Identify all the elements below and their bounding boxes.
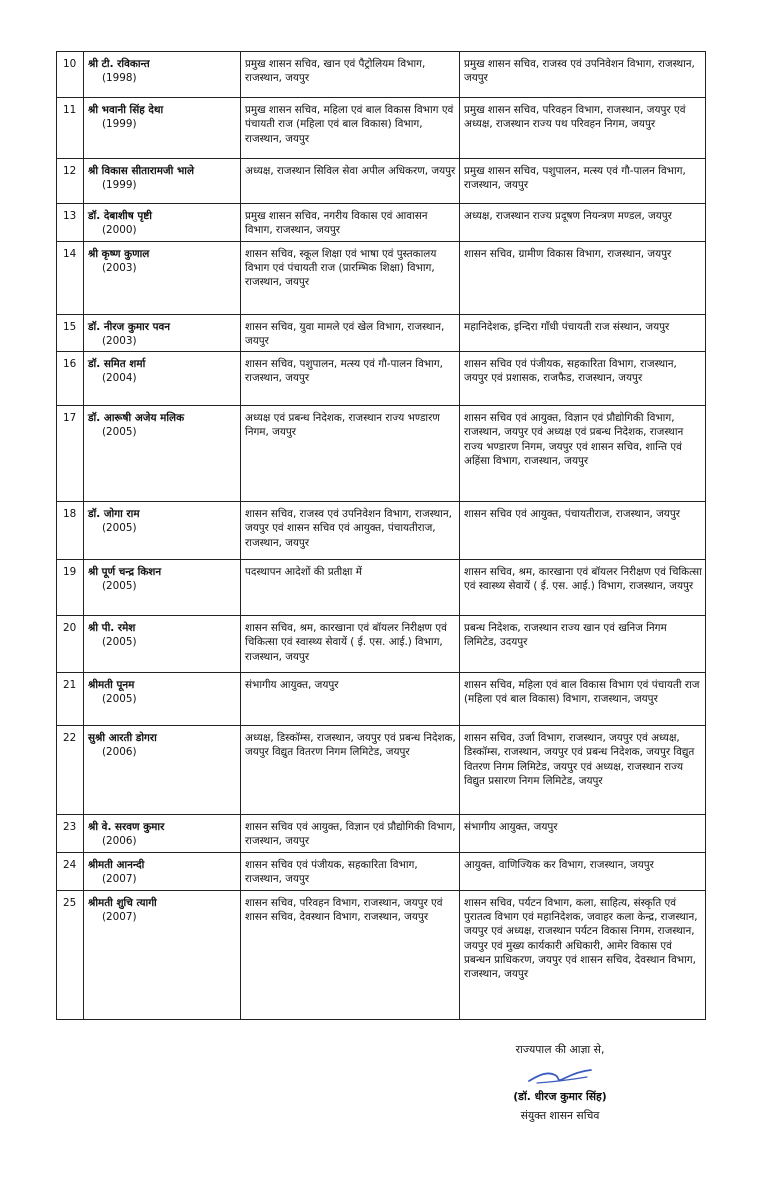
table-row (57, 352, 706, 406)
serial-number: 13 (57, 204, 84, 242)
serial-number: 23 (57, 815, 84, 853)
new-posting: शासन सचिव, उर्जा विभाग, राजस्थान, जयपुर एवं अध्यक्ष, डिस्कॉम्स, राजस्थान, जयपुर एवं प्रबन्ध निदेशक, जयपुर विद्युत वितरण निगम लिमिटेड, जयपुर एवं अध्यक्ष, राजस्थान राज्य विद्युत प्रसारण निगम लिमिटेड, जयपुर (460, 726, 706, 815)
current-posting: अध्यक्ष, डिस्कॉम्स, राजस्थान, जयपुर एवं प्रबन्ध निदेशक, जयपुर विद्युत वितरण निगम लिमिटेड, जयपुर (241, 726, 460, 815)
officer-name: श्री पूर्ण चन्द्र किशन (88, 566, 162, 579)
officer-name: श्री पी. रमेश (88, 622, 136, 635)
serial-number: 10 (57, 52, 84, 98)
officer-cell (84, 616, 241, 673)
new-posting: शासन सचिव एवं आयुक्त, पंचायतीराज, राजस्थान, जयपुर (460, 502, 706, 560)
current-posting: शासन सचिव एवं आयुक्त, विज्ञान एवं प्रौद्योगिकी विभाग, राजस्थान, जयपुर (241, 815, 460, 853)
officer-name: सुश्री आरती डोगरा (88, 732, 157, 745)
officer-name: डॉ. जोगा राम (88, 508, 140, 521)
signature-scribble (525, 1065, 595, 1087)
officer-name: डॉ. आरूषी अजेय मलिक (88, 412, 185, 425)
current-posting: शासन सचिव, स्कूल शिक्षा एवं भाषा एवं पुस्तकालय विभाग एवं पंचायती राज (प्रारम्भिक शिक्षा) विभाग, राजस्थान, जयपुर (241, 241, 460, 314)
officer-name: श्रीमती पूनम (88, 679, 135, 692)
current-posting: शासन सचिव, श्रम, कारखाना एवं बॉयलर निरीक्षण एवं चिकित्सा एवं स्वास्थ्य सेवायें ( ई. एस. आई.) विभाग, राजस्थान, जयपुर (241, 616, 460, 673)
current-posting: संभागीय आयुक्त, जयपुर (241, 673, 460, 726)
current-posting: शासन सचिव, राजस्व एवं उपनिवेशन विभाग, राजस्थान, जयपुर एवं शासन सचिव एवं आयुक्त, पंचायतीराज, राजस्थान, जयपुर (241, 502, 460, 560)
table-row (57, 159, 706, 204)
batch-year: (2006) (102, 746, 137, 759)
batch-year: (1999) (102, 179, 137, 192)
signatory-designation: संयुक्त शासन सचिव (520, 1109, 600, 1122)
officer-cell (84, 726, 241, 815)
batch-year: (2005) (102, 426, 137, 439)
current-posting: शासन सचिव, युवा मामले एवं खेल विभाग, राजस्थान, जयपुर (241, 314, 460, 352)
table-row (57, 890, 706, 1019)
signatory-name: (डॉ. धीरज कुमार सिंह) (513, 1090, 607, 1103)
officer-cell (84, 673, 241, 726)
officer-cell (84, 314, 241, 352)
officer-name: श्री विकास सीतारामजी भाले (88, 165, 194, 177)
officer-cell (84, 406, 241, 502)
new-posting: आयुक्त, वाणिज्यिक कर विभाग, राजस्थान, जयपुर (460, 853, 706, 891)
serial-number: 12 (57, 159, 84, 204)
serial-number: 24 (57, 853, 84, 891)
table-row (57, 502, 706, 560)
officer-name: श्रीमती शुचि त्यागी (88, 896, 157, 909)
serial-number: 19 (57, 560, 84, 616)
batch-year: (2000) (102, 224, 137, 237)
table-row (57, 204, 706, 242)
governor-order-line: राज्यपाल की आज्ञा से, (515, 1043, 605, 1056)
officer-name: डॉ. देबाशीष पृष्टी (88, 210, 152, 222)
current-posting: पदस्थापन आदेशों की प्रतीक्षा में (241, 560, 460, 616)
new-posting: महानिदेशक, इन्दिरा गाँधी पंचायती राज संस्थान, जयपुर (460, 314, 706, 352)
new-posting: संभागीय आयुक्त, जयपुर (460, 815, 706, 853)
table-row (57, 560, 706, 616)
officer-cell (84, 204, 241, 242)
new-posting: प्रमुख शासन सचिव, राजस्व एवं उपनिवेशन विभाग, राजस्थान, जयपुर (460, 52, 706, 98)
serial-number: 20 (57, 616, 84, 673)
serial-number: 11 (57, 98, 84, 159)
table-row (57, 853, 706, 891)
serial-number: 14 (57, 241, 84, 314)
new-posting: शासन सचिव एवं आयुक्त, विज्ञान एवं प्रौद्योगिकी विभाग, राजस्थान, जयपुर एवं अध्यक्ष एवं प्रबन्ध निदेशक, राजस्थान राज्य भण्डारण निगम, जयपुर एवं शासन सचिव, शान्ति एवं अहिंसा विभाग, राजस्थान, जयपुर (460, 406, 706, 502)
new-posting: प्रमुख शासन सचिव, परिवहन विभाग, राजस्थान, जयपुर एवं अध्यक्ष, राजस्थान राज्य पथ परिवहन निगम, जयपुर (460, 98, 706, 159)
officer-cell (84, 853, 241, 891)
officer-name: श्री वे. सरवण कुमार (88, 821, 165, 834)
new-posting: शासन सचिव एवं पंजीयक, सहकारिता विभाग, राजस्थान, जयपुर एवं प्रशासक, राजफैड, राजस्थान, जयपुर (460, 352, 706, 406)
serial-number: 16 (57, 352, 84, 406)
serial-number: 17 (57, 406, 84, 502)
transfer-table (56, 51, 706, 1020)
batch-year: (1999) (102, 118, 137, 131)
batch-year: (2007) (102, 911, 137, 924)
new-posting: शासन सचिव, श्रम, कारखाना एवं बॉयलर निरीक्षण एवं चिकित्सा एवं स्वास्थ्य सेवायें ( ई. एस. आई.) विभाग, राजस्थान, जयपुर (460, 560, 706, 616)
current-posting: अध्यक्ष, राजस्थान सिविल सेवा अपील अधिकरण, जयपुर (241, 159, 460, 204)
current-posting: प्रमुख शासन सचिव, महिला एवं बाल विकास विभाग एवं पंचायती राज (महिला एवं बाल विकास) विभाग, राजस्थान, जयपुर (241, 98, 460, 159)
officer-cell (84, 352, 241, 406)
serial-number: 25 (57, 890, 84, 1019)
serial-number: 21 (57, 673, 84, 726)
serial-number: 18 (57, 502, 84, 560)
serial-number: 22 (57, 726, 84, 815)
current-posting: शासन सचिव, परिवहन विभाग, राजस्थान, जयपुर एवं शासन सचिव, देवस्थान विभाग, राजस्थान, जयपुर (241, 890, 460, 1019)
batch-year: (2006) (102, 835, 137, 848)
new-posting: प्रमुख शासन सचिव, पशुपालन, मत्स्य एवं गौ-पालन विभाग, राजस्थान, जयपुर (460, 159, 706, 204)
officer-cell (84, 502, 241, 560)
new-posting: शासन सचिव, महिला एवं बाल विकास विभाग एवं पंचायती राज (महिला एवं बाल विकास) विभाग, राजस्थान, जयपुर (460, 673, 706, 726)
officer-name: श्री कृष्ण कुणाल (88, 247, 150, 260)
current-posting: प्रमुख शासन सचिव, नगरीय विकास एवं आवासन विभाग, राजस्थान, जयपुर (241, 204, 460, 242)
table-row (57, 726, 706, 815)
officer-cell (84, 815, 241, 853)
batch-year: (2005) (102, 522, 137, 535)
table-row (57, 314, 706, 352)
serial-number: 15 (57, 314, 84, 352)
officer-cell (84, 241, 241, 314)
batch-year: (2005) (102, 636, 137, 649)
new-posting: शासन सचिव, ग्रामीण विकास विभाग, राजस्थान, जयपुर (460, 241, 706, 314)
new-posting: अध्यक्ष, राजस्थान राज्य प्रदूषण नियन्त्रण मण्डल, जयपुर (460, 204, 706, 242)
officer-name: श्री भवानी सिंह देथा (88, 104, 164, 116)
signature-block (470, 1042, 650, 1123)
officer-cell (84, 98, 241, 159)
batch-year: (2005) (102, 693, 137, 706)
table-row (57, 815, 706, 853)
table-row (57, 98, 706, 159)
current-posting: प्रमुख शासन सचिव, खान एवं पैट्रोलियम विभाग, राजस्थान, जयपुर (241, 52, 460, 98)
officer-cell (84, 890, 241, 1019)
batch-year: (2004) (102, 372, 137, 385)
officer-cell (84, 159, 241, 204)
current-posting: अध्यक्ष एवं प्रबन्ध निदेशक, राजस्थान राज्य भण्डारण निगम, जयपुर (241, 406, 460, 502)
batch-year: (1998) (102, 72, 137, 85)
current-posting: शासन सचिव, पशुपालन, मत्स्य एवं गौ-पालन विभाग, राजस्थान, जयपुर (241, 352, 460, 406)
table-row (57, 241, 706, 314)
officer-name: श्रीमती आनन्दी (88, 859, 145, 872)
table-row (57, 616, 706, 673)
table-row (57, 406, 706, 502)
batch-year: (2003) (102, 334, 137, 347)
officer-name: डॉ. समित शर्मा (88, 358, 146, 371)
current-posting: शासन सचिव एवं पंजीयक, सहकारिता विभाग, राजस्थान, जयपुर (241, 853, 460, 891)
officer-name: डॉ. नीरज कुमार पवन (88, 320, 171, 333)
officer-cell (84, 560, 241, 616)
officer-cell (84, 52, 241, 98)
batch-year: (2003) (102, 261, 137, 274)
table-row (57, 673, 706, 726)
table-row (57, 52, 706, 98)
officer-name: श्री टी. रविकान्त (88, 58, 150, 70)
batch-year: (2005) (102, 580, 137, 593)
new-posting: प्रबन्ध निदेशक, राजस्थान राज्य खान एवं खनिज निगम लिमिटेड, उदयपुर (460, 616, 706, 673)
batch-year: (2007) (102, 873, 137, 886)
new-posting: शासन सचिव, पर्यटन विभाग, कला, साहित्य, संस्कृति एवं पुरातत्व विभाग एवं महानिदेशक, जवाहर कला केन्द्र, राजस्थान, जयपुर एवं अध्यक्ष, राजस्थान पर्यटन विकास निगम, राजस्थान, जयपुर एवं मुख्य कार्यकारी अधिकारी, आमेर विकास एवं प्रबन्धन प्राधिकरण, जयपुर एवं शासन सचिव, देवस्थान विभाग, राजस्थान, जयपुर (460, 890, 706, 1019)
